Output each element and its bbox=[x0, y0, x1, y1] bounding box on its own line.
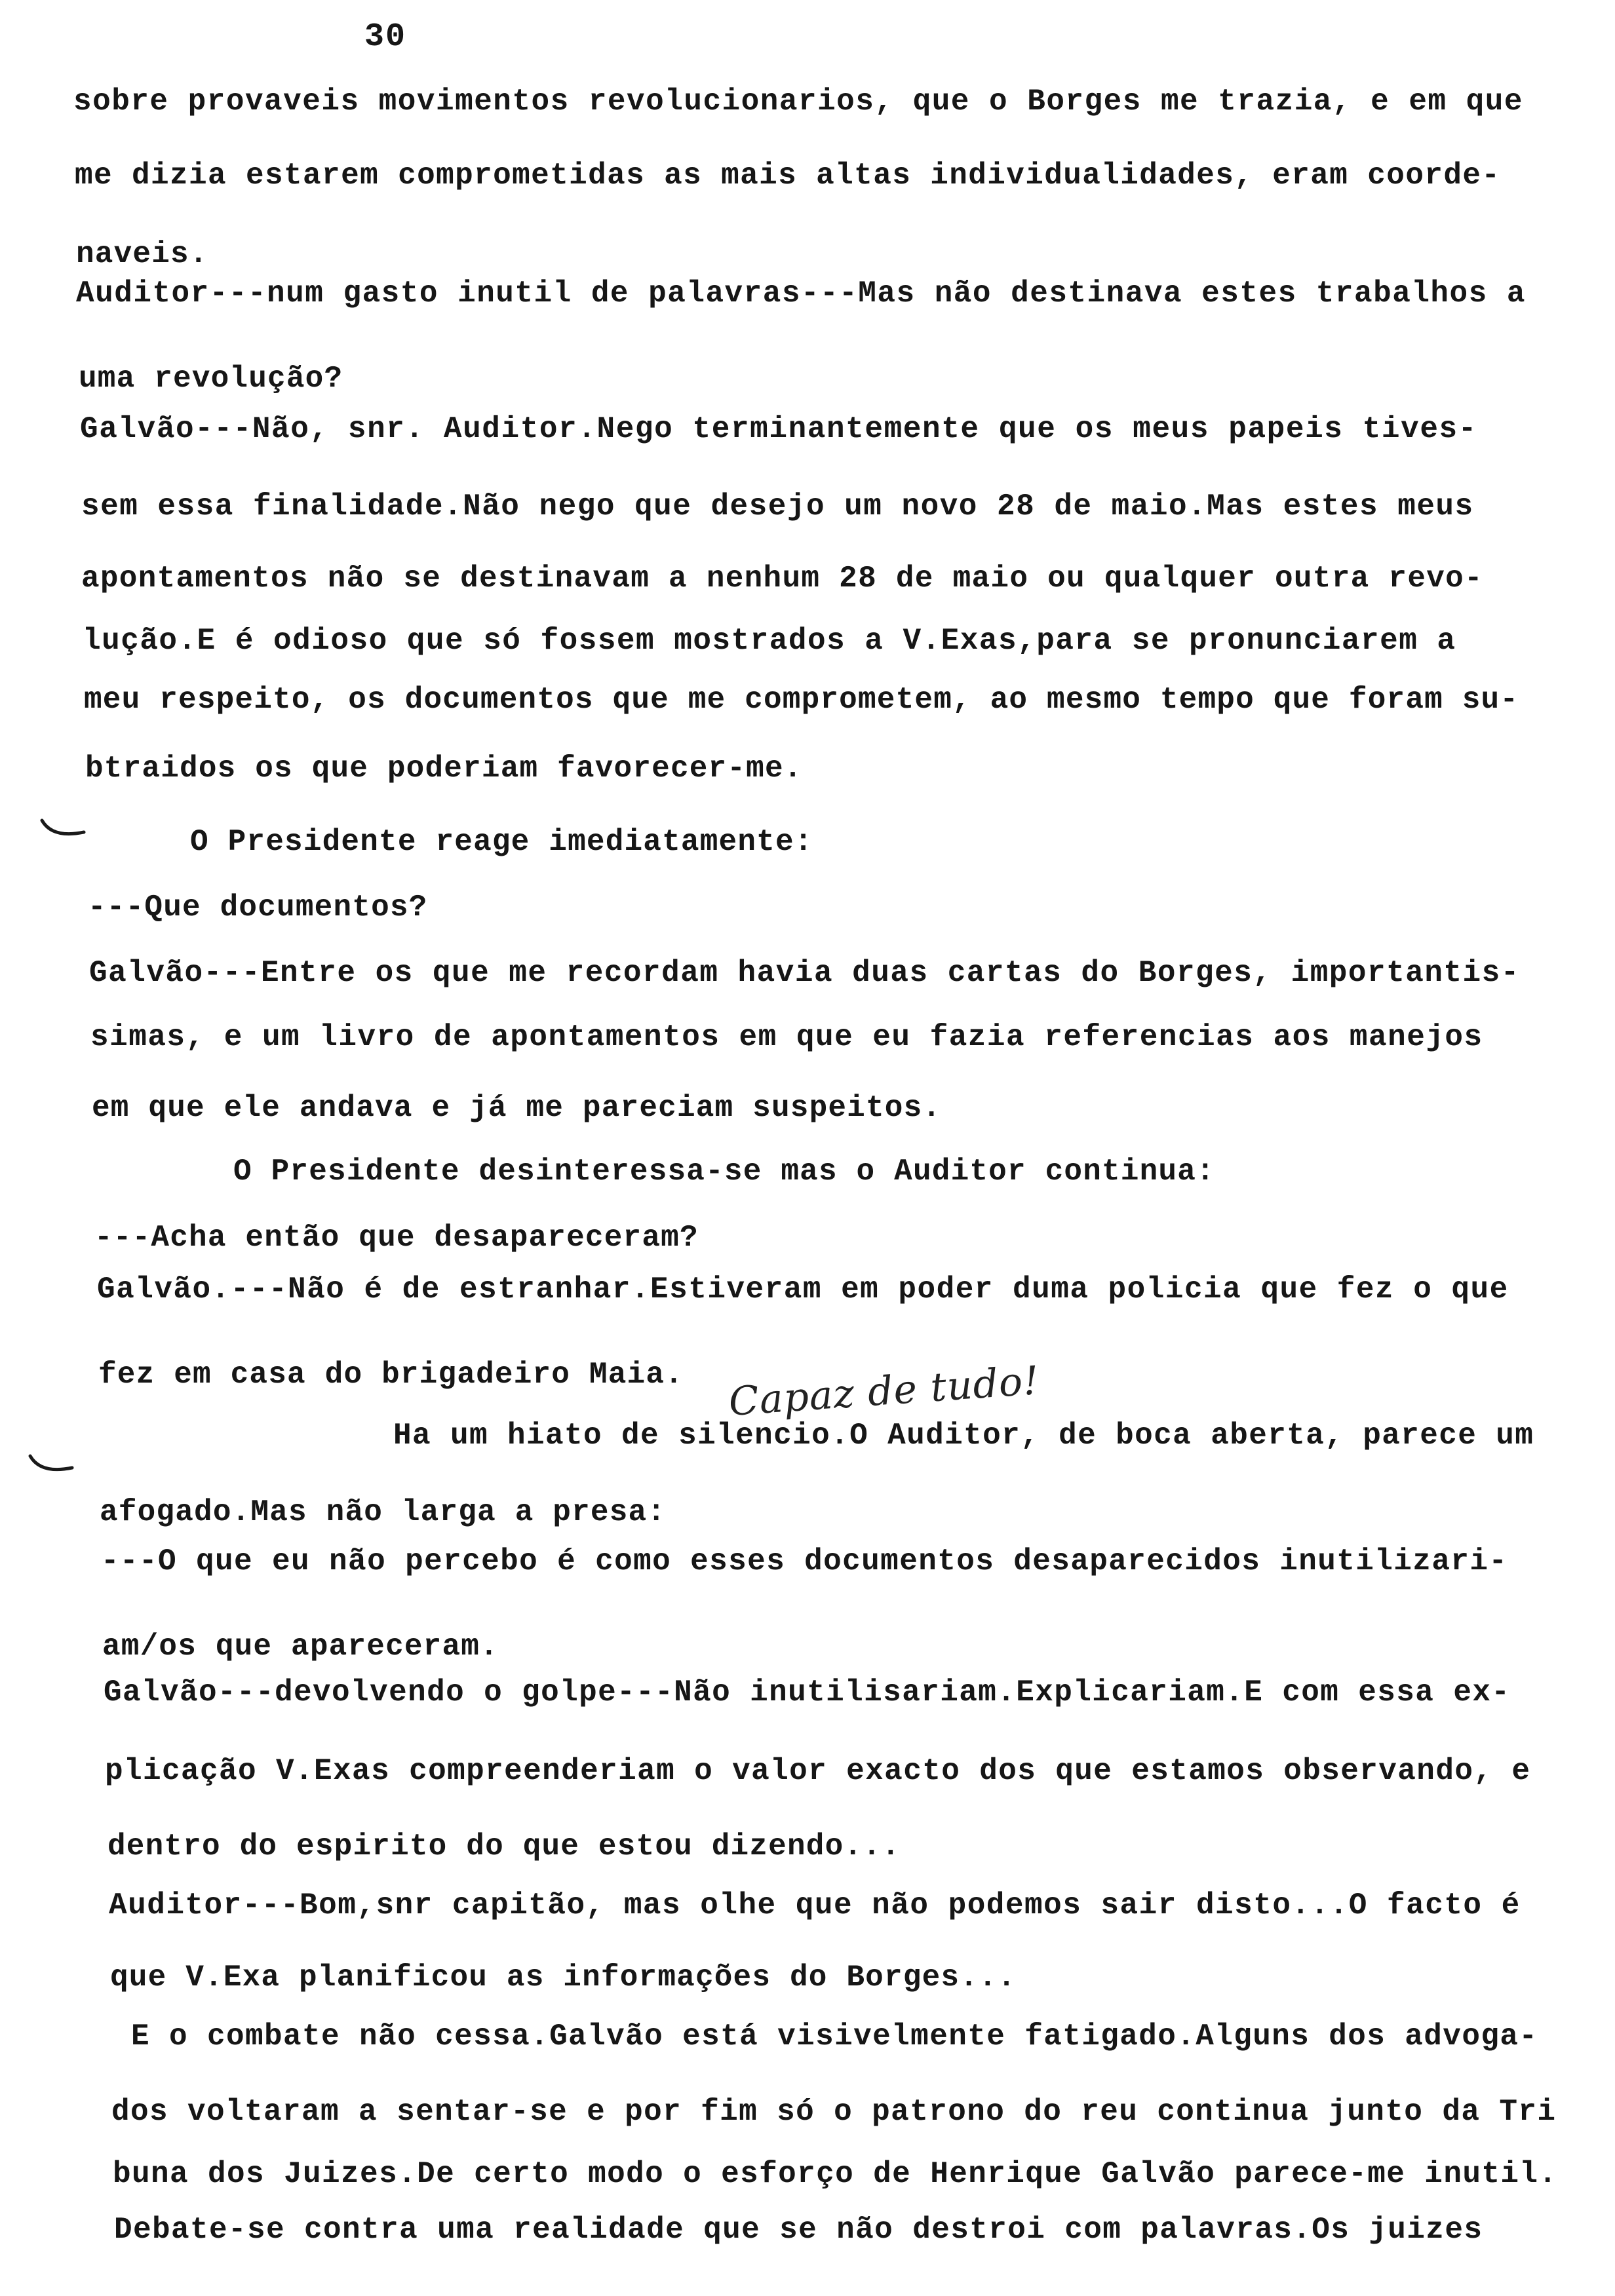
text-line-15: simas, e um livro de apontamentos em que eu fazia referencias aos manejos bbox=[90, 1020, 1483, 1054]
text-line-2: me dizia estarem comprometidas as mais altas individualidades, eram coorde- bbox=[75, 159, 1501, 193]
text-line-12: O Presidente reage imediatamente: bbox=[190, 825, 813, 859]
text-line-28: Auditor---Bom,snr capitão, mas olhe que não podemos sair disto...O facto é bbox=[109, 1888, 1521, 1923]
text-line-30: E o combate não cessa.Galvão está visivelmente fatigado.Alguns dos advoga- bbox=[131, 2019, 1538, 2054]
margin-bracket-mark bbox=[38, 813, 90, 852]
text-line-25: Galvão---devolvendo o golpe---Não inutilisariam.Explicariam.E com essa ex- bbox=[104, 1675, 1511, 1710]
text-line-4: Auditor---num gasto inutil de palavras---Mas não destinava estes trabalhos a bbox=[76, 277, 1526, 311]
text-line-16: em que ele andava e já me pareciam suspeitos. bbox=[92, 1091, 942, 1125]
text-line-5: uma revolução? bbox=[79, 362, 343, 396]
text-line-29: que V.Exa planificou as informações do Borges... bbox=[110, 1961, 1017, 1995]
text-line-6: Galvão---Não, snr. Auditor.Nego terminantemente que os meus papeis tives- bbox=[80, 412, 1477, 446]
text-line-14: Galvão---Entre os que me recordam havia duas cartas do Borges, importantis- bbox=[89, 956, 1520, 990]
text-line-27: dentro do espirito do que estou dizendo... bbox=[107, 1829, 901, 1864]
margin-bracket-mark bbox=[26, 1448, 79, 1487]
text-line-8: apontamentos não se destinavam a nenhum 28 de maio ou qualquer outra revo- bbox=[81, 562, 1483, 596]
text-line-18: ---Acha então que desapareceram? bbox=[94, 1221, 699, 1255]
handwritten-note: Capaz de tudo! bbox=[727, 1357, 1041, 1425]
page-number: 30 bbox=[364, 18, 407, 56]
text-line-33: Debate-se contra uma realidade que se não destroi com palavras.Os juizes bbox=[114, 2213, 1483, 2247]
text-line-22: afogado.Mas não larga a presa: bbox=[100, 1495, 667, 1529]
text-line-19: Galvão.---Não é de estranhar.Estiveram em poder duma policia que fez o que bbox=[97, 1272, 1509, 1307]
text-line-7: sem essa finalidade.Não nego que desejo um novo 28 de maio.Mas estes meus bbox=[81, 489, 1474, 524]
text-line-3: naveis. bbox=[76, 237, 208, 271]
text-line-20: fez em casa do brigadeiro Maia. bbox=[98, 1358, 684, 1392]
text-line-1: sobre provaveis movimentos revolucionarios, que o Borges me trazia, e em que bbox=[73, 85, 1523, 119]
text-line-11: btraidos os que poderiam favorecer-me. bbox=[85, 752, 803, 786]
text-line-13: ---Que documentos? bbox=[88, 890, 428, 925]
text-line-24: am/os que apareceram. bbox=[102, 1630, 499, 1664]
text-line-10: meu respeito, os documentos que me comprometem, ao mesmo tempo que foram su- bbox=[84, 683, 1519, 717]
text-line-32: buna dos Juizes.De certo modo o esforço de Henrique Galvão parece-me inutil. bbox=[113, 2157, 1558, 2191]
text-line-23: ---O que eu não percebo é como esses documentos desaparecidos inutilizari- bbox=[101, 1544, 1508, 1578]
text-line-17: O Presidente desinteressa-se mas o Auditor continua: bbox=[233, 1155, 1215, 1189]
text-line-9: lução.E é odioso que só fossem mostrados a V.Exas,para se pronunciarem a bbox=[83, 624, 1456, 658]
text-line-21: Ha um hiato de silencio.O Auditor, de boca aberta, parece um bbox=[393, 1419, 1534, 1453]
text-line-31: dos voltaram a sentar-se e por fim só o patrono do reu continua junto da Tri bbox=[111, 2095, 1557, 2129]
text-line-26: plicação V.Exas compreenderiam o valor exacto dos que estamos observando, e bbox=[105, 1754, 1531, 1788]
